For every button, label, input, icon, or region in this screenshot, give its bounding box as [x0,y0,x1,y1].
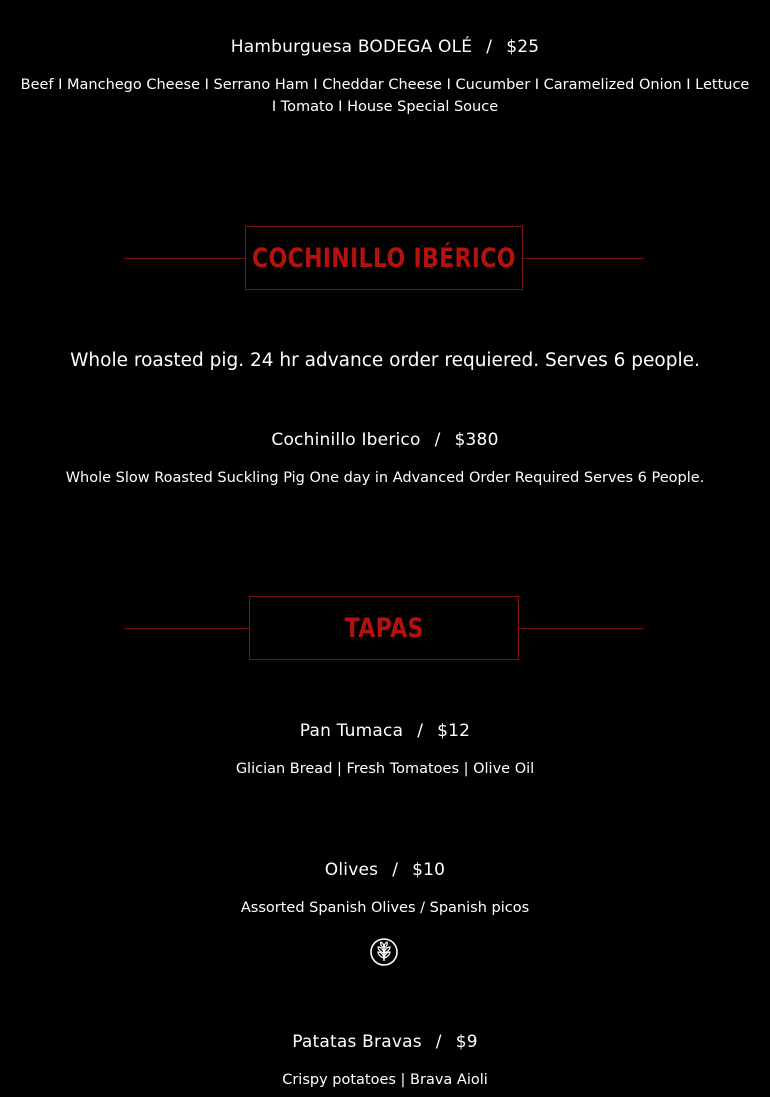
item-name: Pan Tumaca [299,721,404,741]
description-line: I Tomato I House Special Souce [271,99,499,115]
section-header-tapas [124,596,644,662]
section-header-cochinillo [124,226,644,292]
header-rule-right [523,258,644,259]
menu-item-title [0,721,770,741]
vegan-leaf-icon [369,937,399,967]
menu-item-description: Glician Bread | Fresh Tomatoes | Olive Oil [235,761,535,777]
section-title-box [245,226,523,290]
item-price: $9 [455,1032,478,1052]
price-separator: / [392,860,399,880]
item-price: $10 [412,860,446,880]
price-separator: / [417,721,424,741]
item-price: $25 [506,37,540,57]
item-price: $12 [437,721,471,741]
header-rule-right [519,628,644,629]
menu-item-title [0,860,770,880]
item-name: Patatas Bravas [292,1032,422,1052]
price-separator: / [434,430,441,450]
menu-item-title [0,430,770,450]
section-title: COCHINILLO IBÉRICO [252,242,516,274]
item-name: Cochinillo Iberico [271,430,421,450]
section-note: Whole roasted pig. 24 hr advance order requiered. Serves 6 people. [70,350,700,371]
description-line: Beef I Manchego Cheese I Serrano Ham I Cheddar Cheese I Cucumber I Caramelized Onion I Lettuce [20,77,750,93]
item-name: Olives [324,860,379,880]
price-separator: / [435,1032,442,1052]
menu-item-description [0,74,770,118]
item-name: Hamburguesa BODEGA OLÉ [230,37,473,57]
price-separator: / [486,37,493,57]
section-title: TAPAS [344,612,424,644]
menu-item-description: Crispy potatoes | Brava Aioli [282,1072,488,1088]
menu-item-title [0,37,770,57]
menu-item-title [0,1032,770,1052]
header-rule-left [124,258,245,259]
section-title-box [249,596,519,660]
menu-item-description: Assorted Spanish Olives / Spanish picos [240,900,530,916]
header-rule-left [124,628,249,629]
item-price: $380 [454,430,499,450]
menu-item-description: Whole Slow Roasted Suckling Pig One day in Advanced Order Required Serves 6 People. [65,470,705,486]
